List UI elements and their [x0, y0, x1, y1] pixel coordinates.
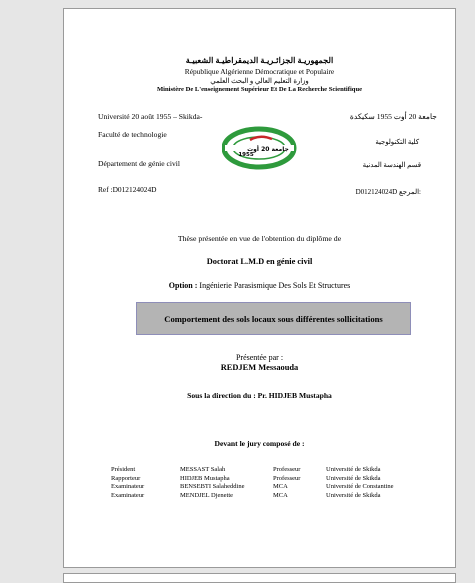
- supervisor-line: Sous la direction du : Pr. HIDJEB Mustapha: [187, 391, 332, 400]
- jury-row: [111, 466, 394, 475]
- university-ar: جامعة 20 أوت 1955 سكيكدة: [349, 112, 437, 121]
- jury-name: MESSAST Salah: [180, 466, 226, 473]
- faculty-ar: كلية التكنولوجية: [375, 139, 419, 146]
- thesis-title: Comportement des sols locaux sous différentes sollicitations: [164, 313, 383, 324]
- ministry-fr: Ministère De L'enseignement Supérieur Et De La Recherche Scientifique: [156, 86, 363, 93]
- thesis-title-box: [136, 302, 411, 335]
- jury-grade: MCA: [273, 491, 288, 499]
- jury-institution: Université de Constantine: [326, 483, 394, 490]
- jury-role: Examinateur: [111, 491, 145, 499]
- department-fr: Département de génie civil: [98, 159, 181, 168]
- logo-text-ar: جامعة 20 أوت: [247, 146, 289, 153]
- republic-ar: الجمهوريـة الجزائـريـة الديمقراطيـة الشعبيـة: [185, 56, 334, 65]
- next-page-edge: [63, 573, 456, 583]
- thesis-option: [64, 281, 455, 290]
- option-label: Option :: [168, 281, 198, 290]
- thesis-intro: Thèse présentée en vue de l'obtention du diplôme de: [177, 234, 342, 243]
- reference-ar-label: المرجع:: [399, 188, 421, 196]
- jury-row: [111, 483, 394, 492]
- university-fr: Université 20 août 1955 – Skikda-: [98, 112, 203, 121]
- jury-role: Président: [111, 466, 136, 473]
- jury-institution: Université de Skikda: [326, 491, 381, 499]
- jury-name: HIDJEB Mustapha: [180, 474, 230, 482]
- logo-year: 1955: [238, 152, 254, 158]
- jury-grade: MCA: [273, 483, 288, 490]
- presented-by-label: Présentée par :: [235, 353, 284, 362]
- department-ar: قسم الهندسة المدنية: [362, 162, 421, 169]
- reference-ar-code: D012124024D: [355, 188, 398, 196]
- university-logo: [222, 126, 297, 175]
- jury-row: [111, 492, 394, 501]
- republic-fr: République Algérienne Démocratique et Populaire: [184, 67, 335, 76]
- option-value: Ingénierie Parasismique Des Sols Et Structures: [199, 281, 351, 290]
- author-name: REDJEM Messaouda: [220, 363, 299, 372]
- university-logo-icon: [222, 126, 297, 170]
- reference-fr: Ref :D012124024D: [98, 185, 157, 194]
- jury-name: MENDJEL Djenette: [180, 491, 234, 499]
- jury-role: Rapporteur: [111, 474, 141, 482]
- ministry-ar: وزارة التعليم العالي و البحث العلمي: [210, 78, 309, 85]
- jury-heading: Devant le jury composé de :: [214, 439, 305, 448]
- jury-table: [111, 466, 394, 500]
- jury-row: [111, 475, 394, 484]
- jury-grade: Professeur: [273, 474, 301, 482]
- jury-role: Examinateur: [111, 483, 145, 490]
- document-page: [63, 8, 456, 568]
- jury-institution: Université de Skikda: [326, 474, 381, 482]
- jury-name: BENSEBTI Salaheddine: [180, 483, 245, 490]
- reference-ar: [356, 188, 421, 196]
- jury-grade: Professeur: [273, 466, 301, 473]
- thesis-degree: Doctorat L.M.D en génie civil: [206, 257, 313, 266]
- faculty-fr: Faculté de technologie: [98, 130, 167, 139]
- jury-institution: Université de Skikda: [326, 466, 381, 473]
